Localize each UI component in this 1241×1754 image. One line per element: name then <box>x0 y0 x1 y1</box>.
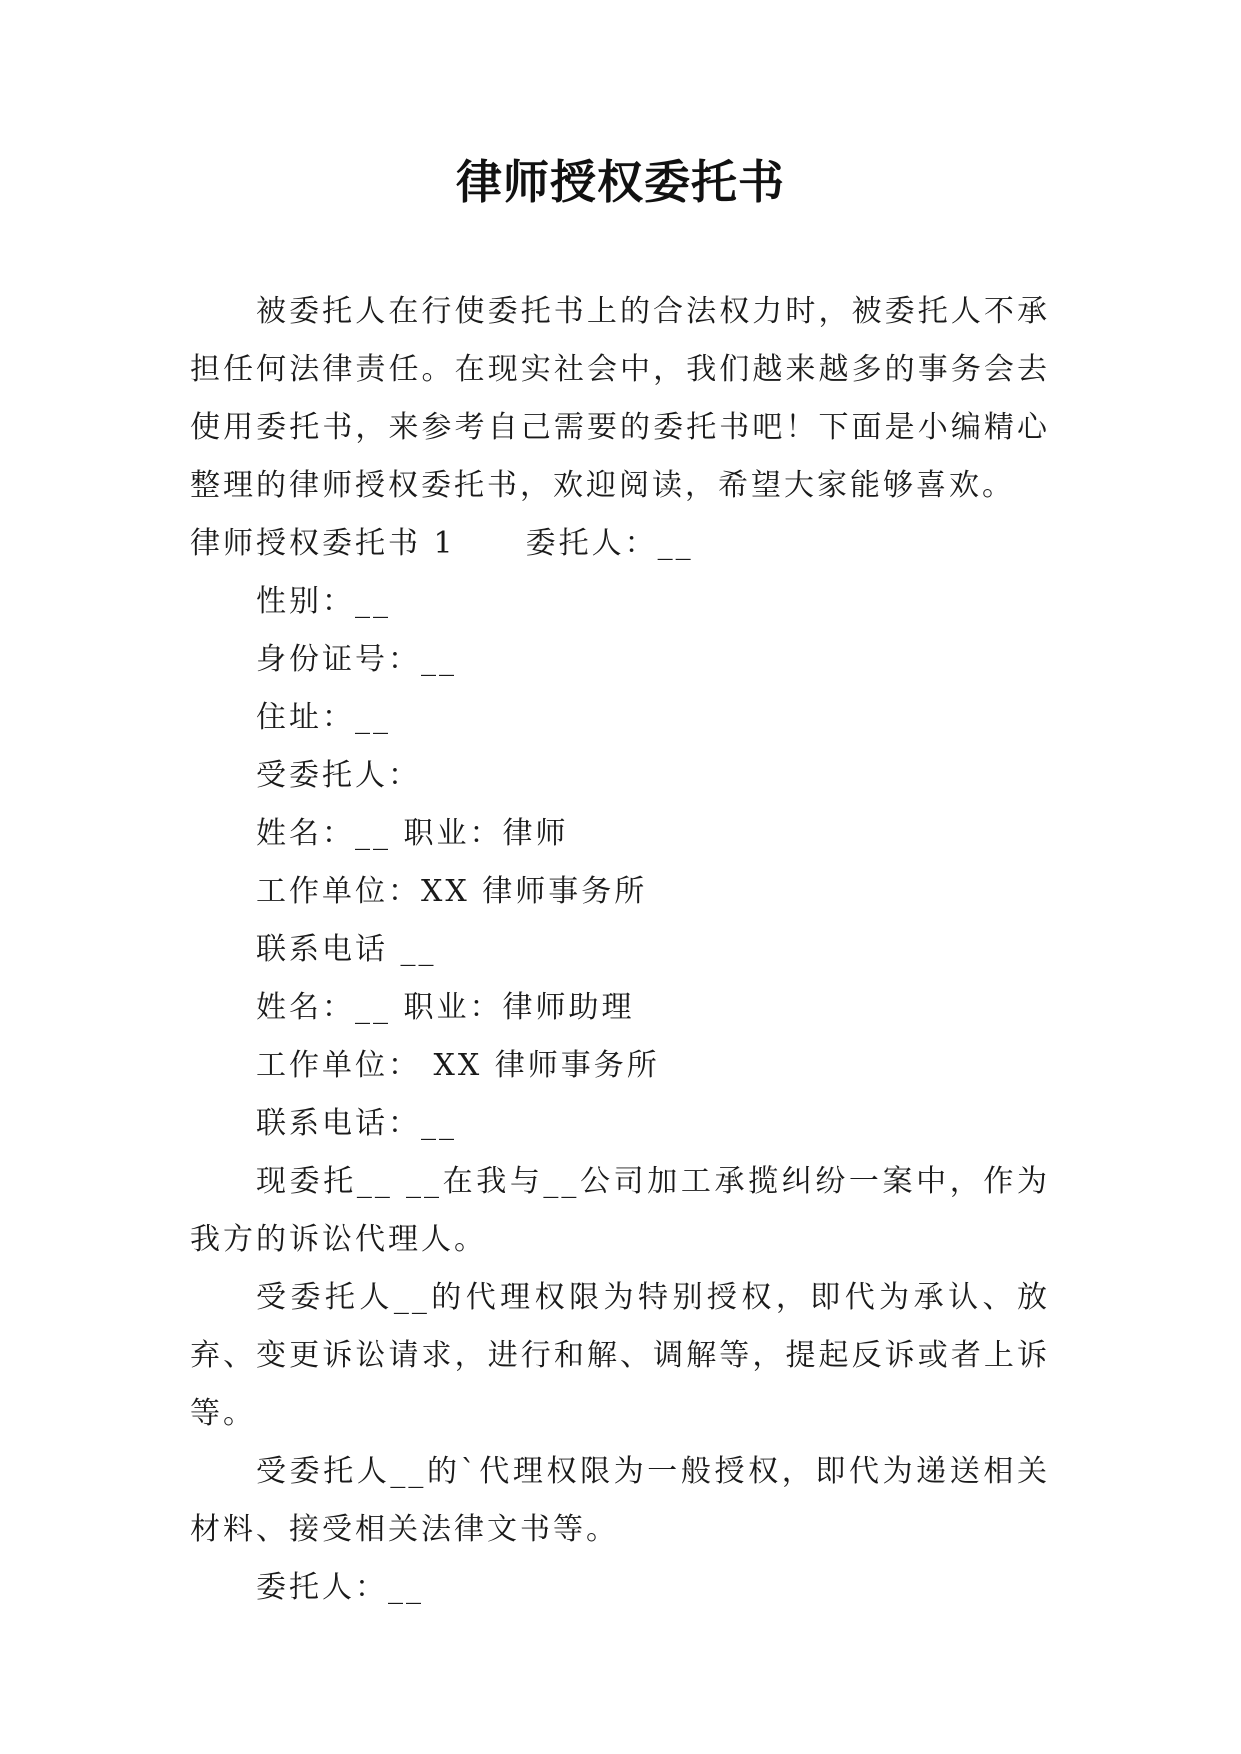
agent1-phone: 联系电话 __ <box>256 932 437 967</box>
document-body <box>190 283 1050 1617</box>
signature-principal: 委托人：__ <box>256 1570 424 1605</box>
agent-heading: 受委托人： <box>256 758 421 793</box>
general-authority-paragraph: 受委托人__的`代理权限为一般授权，即代为递送相关材料、接受相关法律文书等。 <box>190 1454 1050 1547</box>
agent1-name-job: 姓名：__ 职业：律师 <box>256 816 569 851</box>
agent2-workplace: 工作单位： XX 律师事务所 <box>256 1048 660 1083</box>
section-heading-line <box>190 515 1050 573</box>
agent2-name-job: 姓名：__ 职业：律师助理 <box>256 990 635 1025</box>
field-address: 住址：__ <box>256 700 391 735</box>
document-title: 律师授权委托书 <box>456 155 785 209</box>
entrust-statement: 现委托__ __在我与__公司加工承揽纠纷一案中，作为我方的诉讼代理人。 <box>190 1164 1050 1257</box>
section-heading: 律师授权委托书 1 <box>190 526 456 561</box>
field-id-number: 身份证号：__ <box>256 642 457 677</box>
principal-label: 委托人：__ <box>525 526 694 561</box>
intro-paragraph: 被委托人在行使委托书上的合法权力时，被委托人不承担任何法律责任。在现实社会中，我们越来越多的事务会去使用委托书，来参考自己需要的委托书吧！下面是小编精心整理的律师授权委托书，欢迎阅读，希望大家能够喜欢。 <box>190 294 1050 503</box>
special-authority-paragraph: 受委托人__的代理权限为特别授权，即代为承认、放弃、变更诉讼请求，进行和解、调解等，提起反诉或者上诉等。 <box>190 1280 1050 1431</box>
field-gender: 性别：__ <box>256 584 391 619</box>
agent1-workplace: 工作单位：XX 律师事务所 <box>256 874 648 909</box>
agent2-phone: 联系电话：__ <box>256 1106 457 1141</box>
